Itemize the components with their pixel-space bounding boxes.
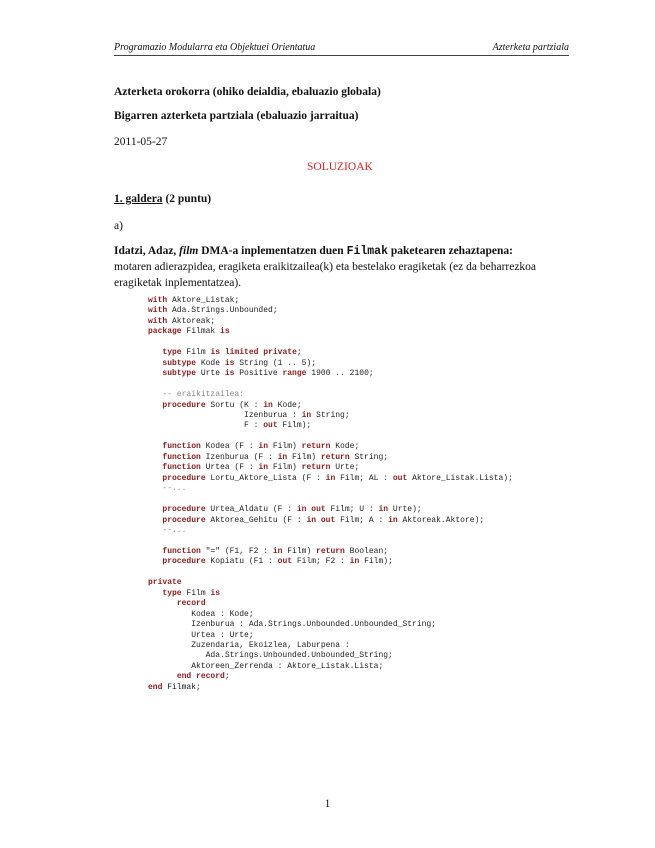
code-line: --... <box>162 525 187 535</box>
code-line <box>148 495 513 505</box>
exam-date: 2011-05-27 <box>114 136 168 148</box>
code-line: Izenburua : in String; <box>148 410 350 420</box>
page-number: 1 <box>324 798 331 810</box>
code-line: end Filmak; <box>148 682 201 692</box>
code-line: type Film is limited private; <box>162 348 302 358</box>
code-line <box>148 380 513 390</box>
code-line: record <box>176 599 206 609</box>
question-points: (2 puntu) <box>165 193 212 205</box>
code-line: function Urtea (F : in Film) return Urte; <box>162 463 360 473</box>
code-line: package Filmak is <box>148 327 230 337</box>
task-line-2: motaren adierazpidea, eragiketa eraikitzailea(k) eta bestelako eragiketak (ez da beharrezkoa <box>114 261 537 273</box>
task-intro: Idatzi, Adaz, <box>114 245 177 257</box>
code-line: subtype Kode is String (1 .. 5); <box>162 358 317 368</box>
code-line <box>148 338 513 348</box>
code-line: Urtea : Urte; <box>148 630 254 640</box>
code-line: -- eraikitzailea: <box>162 390 245 400</box>
code-line: procedure Kopiatu (F1 : out Film; F2 : in Film); <box>162 557 393 567</box>
exam-title-general: Azterketa orokorra (ohiko deialdia, ebaluazio globala) <box>114 86 381 98</box>
task-mid: DMA-a inplementatzen duen <box>201 245 344 257</box>
code-line: Izenburua : Ada.Strings.Unbounded.Unbounded_String; <box>148 620 437 630</box>
code-line: subtype Urte is Positive range 1900 .. 2100; <box>162 369 374 379</box>
ada-code-block <box>148 296 513 693</box>
code-line: end record; <box>176 672 230 682</box>
code-line: function Izenburua (F : in Film) return String; <box>162 452 389 462</box>
code-line: Zuzendaria, Ekoizlea, Laburpena : <box>148 640 350 650</box>
page-header <box>114 42 569 56</box>
code-line <box>148 568 513 578</box>
task-line-3: eragiketak inplementatzea). <box>114 277 242 289</box>
code-line: Ada.Strings.Unbounded.Unbounded_String; <box>148 651 393 661</box>
code-line: type Film is <box>162 588 221 598</box>
code-line <box>148 432 513 442</box>
task-film-word: film <box>179 245 199 257</box>
header-course-title: Programazio Modularra eta Objektuei Orientatua <box>114 42 316 53</box>
code-line <box>148 536 513 546</box>
code-line: procedure Sortu (K : in Kode; <box>162 400 302 410</box>
solutions-heading: SOLUZIOAK <box>307 161 373 173</box>
question-heading <box>114 193 211 205</box>
code-line: procedure Aktorea_Gehitu (F : in out Film; A : in Aktoreak.Aktore); <box>162 515 485 525</box>
task-statement <box>114 245 513 258</box>
task-end: paketearen zehaztapena: <box>390 245 513 257</box>
code-line: private <box>148 578 182 588</box>
code-line: function Kodea (F : in Film) return Kode; <box>162 442 360 452</box>
code-line: Kodea : Kode; <box>148 609 254 619</box>
code-line: --... <box>162 484 187 494</box>
question-part-label: a) <box>114 220 123 232</box>
task-package-name: Filmak <box>346 245 388 258</box>
code-line: function "=" (F1, F2 : in Film) return Boolean; <box>162 546 389 556</box>
question-number: 1. galdera <box>114 193 163 205</box>
header-exam-type: Azterketa partziala <box>492 42 569 53</box>
code-line: procedure Urtea_Aldatu (F : in out Film; U : in Urte); <box>162 505 422 515</box>
exam-title-partial: Bigarren azterketa partziala (ebaluazio jarraitua) <box>114 110 359 122</box>
code-line: Aktoreen_Zerrenda : Aktore_Listak.Lista; <box>148 661 384 671</box>
code-line: procedure Lortu_Aktore_Lista (F : in Film; AL : out Aktore_Listak.Lista); <box>162 473 513 483</box>
code-line: F : out Film); <box>148 421 312 431</box>
code-line: with Aktoreak; <box>148 316 216 326</box>
code-line: with Ada.Strings.Unbounded; <box>148 306 278 316</box>
code-line: with Aktore_Listak; <box>148 296 240 305</box>
